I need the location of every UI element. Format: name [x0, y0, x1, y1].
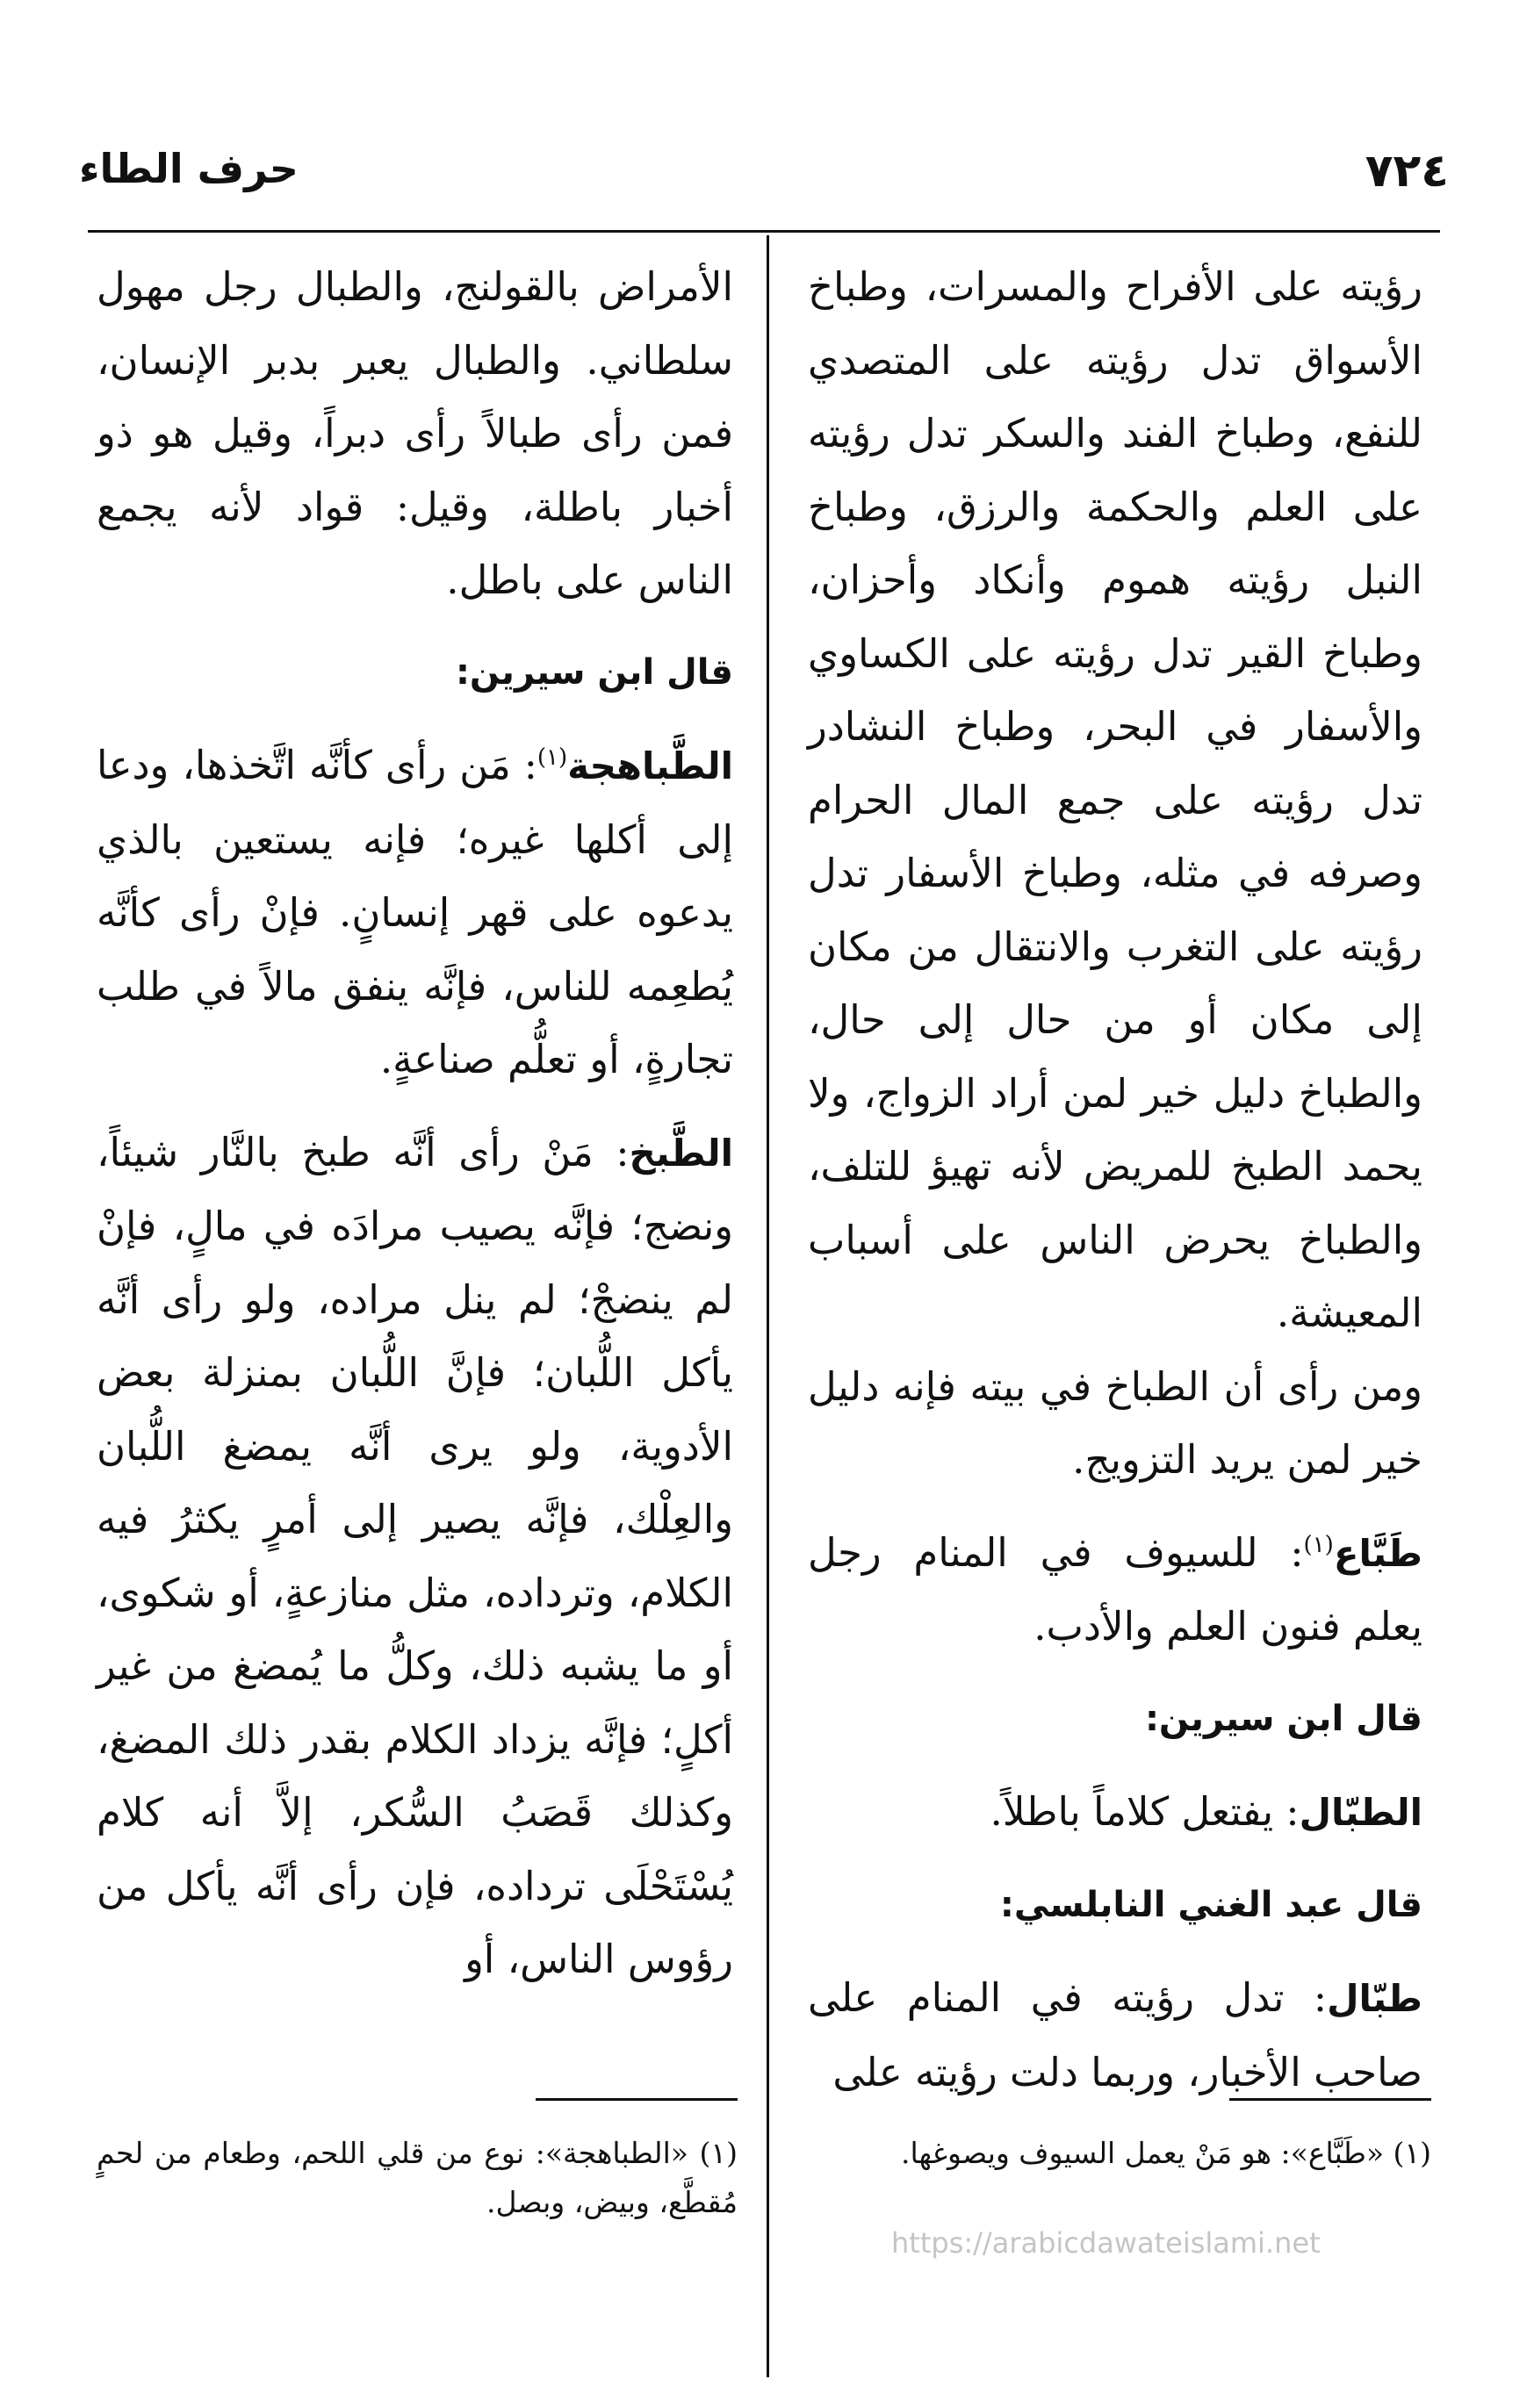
footnote-rule	[1229, 2098, 1431, 2101]
running-title: حرف الطاء	[79, 145, 299, 192]
section-heading: قال ابن سيرين:	[1144, 1698, 1422, 1739]
left-column	[97, 250, 733, 1996]
paragraph: الأمراض بالقولنج، والطبال رجل مهول سلطاني. والطبال يعبر بدبر الإنسان، فمن رأى طبالاً رأى دبراً، وقيل هو ذو أخبار باطلة، وقيل: قواد لأنه يجمع الناس على باطل.	[97, 263, 733, 603]
entry-tabba	[808, 1516, 1422, 1664]
entry-text: : تدل رؤيته في المنام على صاحب الأخبار، وربما دلت رؤيته على	[808, 1974, 1422, 2095]
entry-term: طَبَّاع	[1333, 1531, 1422, 1575]
entry-text: : يفتعل كلاماً باطلاً.	[990, 1788, 1300, 1835]
entry-tabahija	[97, 729, 733, 1096]
column-divider	[767, 235, 769, 2377]
entry-term: الطبّال	[1299, 1791, 1422, 1834]
watermark-url: https://arabicdawateislami.net	[891, 2226, 1321, 2260]
footnote-right: (١) «طَبَّاع»: هو مَنْ يعمل السيوف ويصوغها.	[901, 2136, 1431, 2170]
entry-term: الطَّبخ	[629, 1131, 733, 1175]
section-heading: قال عبد الغني النابلسي:	[999, 1884, 1422, 1925]
entry-term: الطَّباهجة	[567, 744, 733, 787]
entry-text: : مَنْ رأى أنَّه طبخ بالنَّار شيئاً، ونضج؛ فإنَّه يصيب مرادَه في مالٍ، فإنْ لم ينضجْ؛ لم ينل مراده، ولو رأى أنَّه يأكل اللُّبان؛ فإنَّ اللُّبان بمنزلة بعض الأدوية، ولو يرى أنَّه يمضغ اللُّبان والعِلْك، فإنَّه يصير إلى أمرٍ يكثرُ فيه الكلام، وترداده، مثل منازعةٍ، أو شكوى، أو ما يشبه ذلك، وكلُّ ما يُمضغ من غير أكلٍ؛ فإنَّه يزداد الكلام بقدر ذلك المضغ، وكذلك قَصَبُ السُّكر، إلاَّ أنه كلام يُسْتَحْلَى ترداده، فإن رأى أنَّه يأكل من رؤوس الناس، أو	[97, 1128, 733, 1982]
footnote-marker: (١)	[537, 744, 568, 771]
page-number: ٧٢٤	[1365, 145, 1449, 198]
paragraph: رؤيته على الأفراح والمسرات، وطباخ الأسواق تدل رؤيته على المتصدي للنفع، وطباخ الفند والسكر تدل رؤيته على العلم والحكمة والرزق، وطباخ النبل رؤيته هموم وأنكاد وأحزان، وطباخ القير تدل رؤيته على الكساوي والأسفار في البحر، وطباخ النشادر تدل رؤيته على جمع المال الحرام وصرفه في مثله، وطباخ الأسفار تدل رؤيته على التغرب والانتقال من مكان إلى مكان أو من حال إلى حال، والطباخ دليل خير لمن أراد الزواج، ولا يحمد الطبخ للمريض لأنه تهيؤ للتلف، والطباخ يحرض الناس على أسباب المعيشة.	[808, 263, 1422, 1336]
entry-term: طبّال	[1327, 1977, 1422, 2020]
header-rule	[88, 230, 1440, 233]
entry-al-tabbal	[808, 1775, 1422, 1850]
right-column	[808, 250, 1422, 2109]
entry-tabkh	[97, 1116, 733, 1996]
footnote-marker: (١)	[1303, 1531, 1334, 1558]
page-header	[79, 145, 1449, 215]
entry-tabbal	[808, 1961, 1422, 2109]
footnote-left: (١) «الطباهجة»: نوع من قلي اللحم، وطعام من لحمٍ مُقطَّع، وبيض، وبصل.	[97, 2136, 738, 2219]
section-heading: قال ابن سيرين:	[455, 651, 733, 693]
entry-text: : للسيوف في المنام رجل يعلم فنون العلم والأدب.	[808, 1528, 1422, 1650]
entry-text: : مَن رأى كأنَّه اتَّخذها، ودعا إلى أكلها غيره؛ فإنه يستعين بالذي يدعوه على قهر إنسانٍ. فإنْ رأى كأنَّه يُطعِمه للناس، فإنَّه ينفق مالاً في طلب تجارةٍ، أو تعلُّم صناعةٍ.	[97, 742, 733, 1082]
paragraph: ومن رأى أن الطباخ في بيته فإنه دليل خير لمن يريد التزويج.	[808, 1362, 1422, 1483]
footnote-rule	[536, 2098, 738, 2101]
